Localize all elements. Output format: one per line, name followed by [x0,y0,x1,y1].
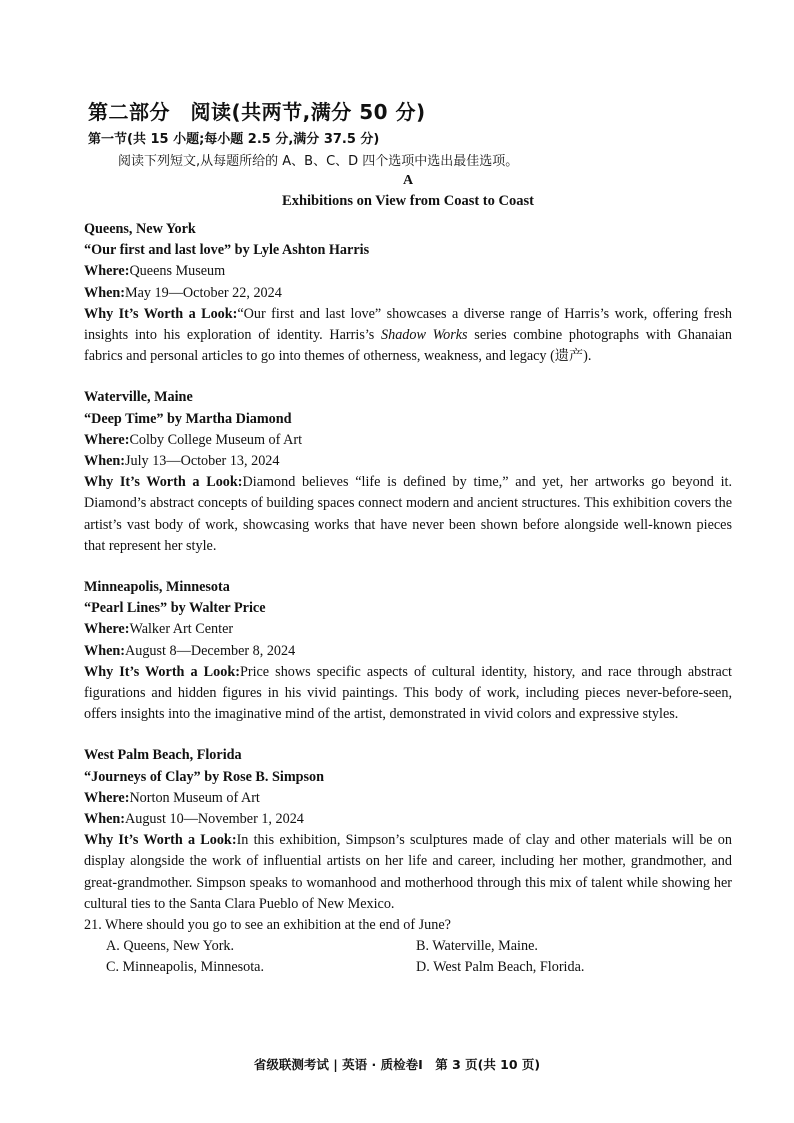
exhibition-where [84,430,732,451]
exhibition-where [84,619,732,640]
page-footer: 省级联测考试 | 英语 · 质检卷Ⅰ 第 3 页(共 10 页) [253,1057,541,1072]
description-italic-text: Shadow Works [381,327,468,344]
section-title: 第一节(共 15 小题;每小题 2.5 分,满分 37.5 分) [88,132,380,147]
description-text: Diamond believes “life is defined by time,” and yet, her artworks go beyond it. Diamond’s abstract concepts of building spaces connect modern and ancient structures. This exhibition covers the artist’s vast body of work, showcasing works that have never been shown before alongside well-known pieces that represent her style. [84,474,732,554]
exhibition-description [84,472,732,557]
why-label: Why It’s Worth a Look: [84,305,238,322]
when-value: August 8—December 8, 2024 [125,642,296,659]
exhibition-location: Waterville, Maine [84,389,193,406]
when-value: August 10—November 1, 2024 [125,811,304,828]
exhibition-location: West Palm Beach, Florida [84,747,242,764]
exhibition-description [84,830,732,915]
why-label: Why It’s Worth a Look: [84,663,240,680]
where-label: Where: [84,263,130,280]
question-21 [84,915,732,978]
option-c[interactable]: C. Minneapolis, Minnesota. [106,959,265,976]
answer-options [106,936,732,978]
when-value: May 19—October 22, 2024 [125,284,282,301]
exhibition-when [84,809,732,830]
exhibition-description [84,304,732,368]
where-value: Queens Museum [129,263,226,280]
why-label: Why It’s Worth a Look: [84,832,237,849]
description-text-continued: series combine photographs with Ghanaian fabrics and personal articles to go into themes of otherness, weakness, and legacy (遗产). [84,327,732,365]
exhibition-entry [84,577,732,725]
where-value: Colby College Museum of Art [129,431,303,448]
when-label: When: [84,811,125,828]
option-a[interactable]: A. Queens, New York. [106,938,235,955]
exhibition-entry [84,219,732,367]
when-label: When: [84,642,125,659]
when-label: When: [84,453,125,470]
description-text: Price shows specific aspects of cultural identity, history, and race through abstract figurations and hidden figures in his vivid paintings. This body of work, including pieces never-before-seen, offers insights into the imaginative mind of the artist, demonstrated in vivid colors and expressive styles. [84,663,732,723]
when-value: July 13—October 13, 2024 [125,453,280,470]
exhibition-show-title: “Deep Time” by Martha Diamond [84,410,292,427]
part-title: 第二部分 阅读(共两节,满分 50 分) [88,100,426,124]
option-d[interactable]: D. West Palm Beach, Florida. [416,959,585,976]
instruction-text: 阅读下列短文,从每题所给的 A、B、C、D 四个选项中选出最佳选项。 [118,154,519,169]
exhibition-when [84,451,732,472]
description-text: In this exhibition, Simpson’s sculptures made of clay and other materials will be on display alongside the work of influential artists on her life and career, including her mother, grandmother, and great-grandmother. Simpson speaks to womanhood and motherhood through this mix of talent while showing her cultural ties to the Santa Clara Pueblo of New Mexico. [84,832,732,912]
question-text: Where should you go to see an exhibition at the end of June? [105,917,451,934]
why-label: Why It’s Worth a Look: [84,474,243,491]
description-text: “Our first and last love” showcases a diverse range of Harris’s work, offering fresh insights into his exploration of identity. Harris’s [84,305,732,344]
exhibition-show-title: “Our first and last love” by Lyle Ashton Harris [84,242,370,259]
passage-title: Exhibitions on View from Coast to Coast [282,193,534,209]
exhibition-when [84,283,732,304]
where-value: Walker Art Center [129,621,234,638]
where-label: Where: [84,789,130,806]
when-label: When: [84,284,125,301]
exhibition-location: Minneapolis, Minnesota [84,579,230,596]
where-label: Where: [84,431,130,448]
exhibition-entry [84,387,732,557]
question-stem [84,915,732,936]
question-number: 21. [84,917,102,934]
option-b[interactable]: B. Waterville, Maine. [416,938,538,955]
where-label: Where: [84,621,130,638]
exhibition-entry [84,745,732,915]
passage-letter: A [402,173,414,188]
exhibition-when [84,641,732,662]
exhibition-where [84,261,732,282]
exhibition-location: Queens, New York [84,221,196,237]
exhibition-show-title: “Journeys of Clay” by Rose B. Simpson [84,768,325,785]
exhibition-description [84,662,732,726]
exhibition-where [84,788,732,809]
where-value: Norton Museum of Art [129,789,260,806]
exhibition-show-title: “Pearl Lines” by Walter Price [84,600,266,617]
